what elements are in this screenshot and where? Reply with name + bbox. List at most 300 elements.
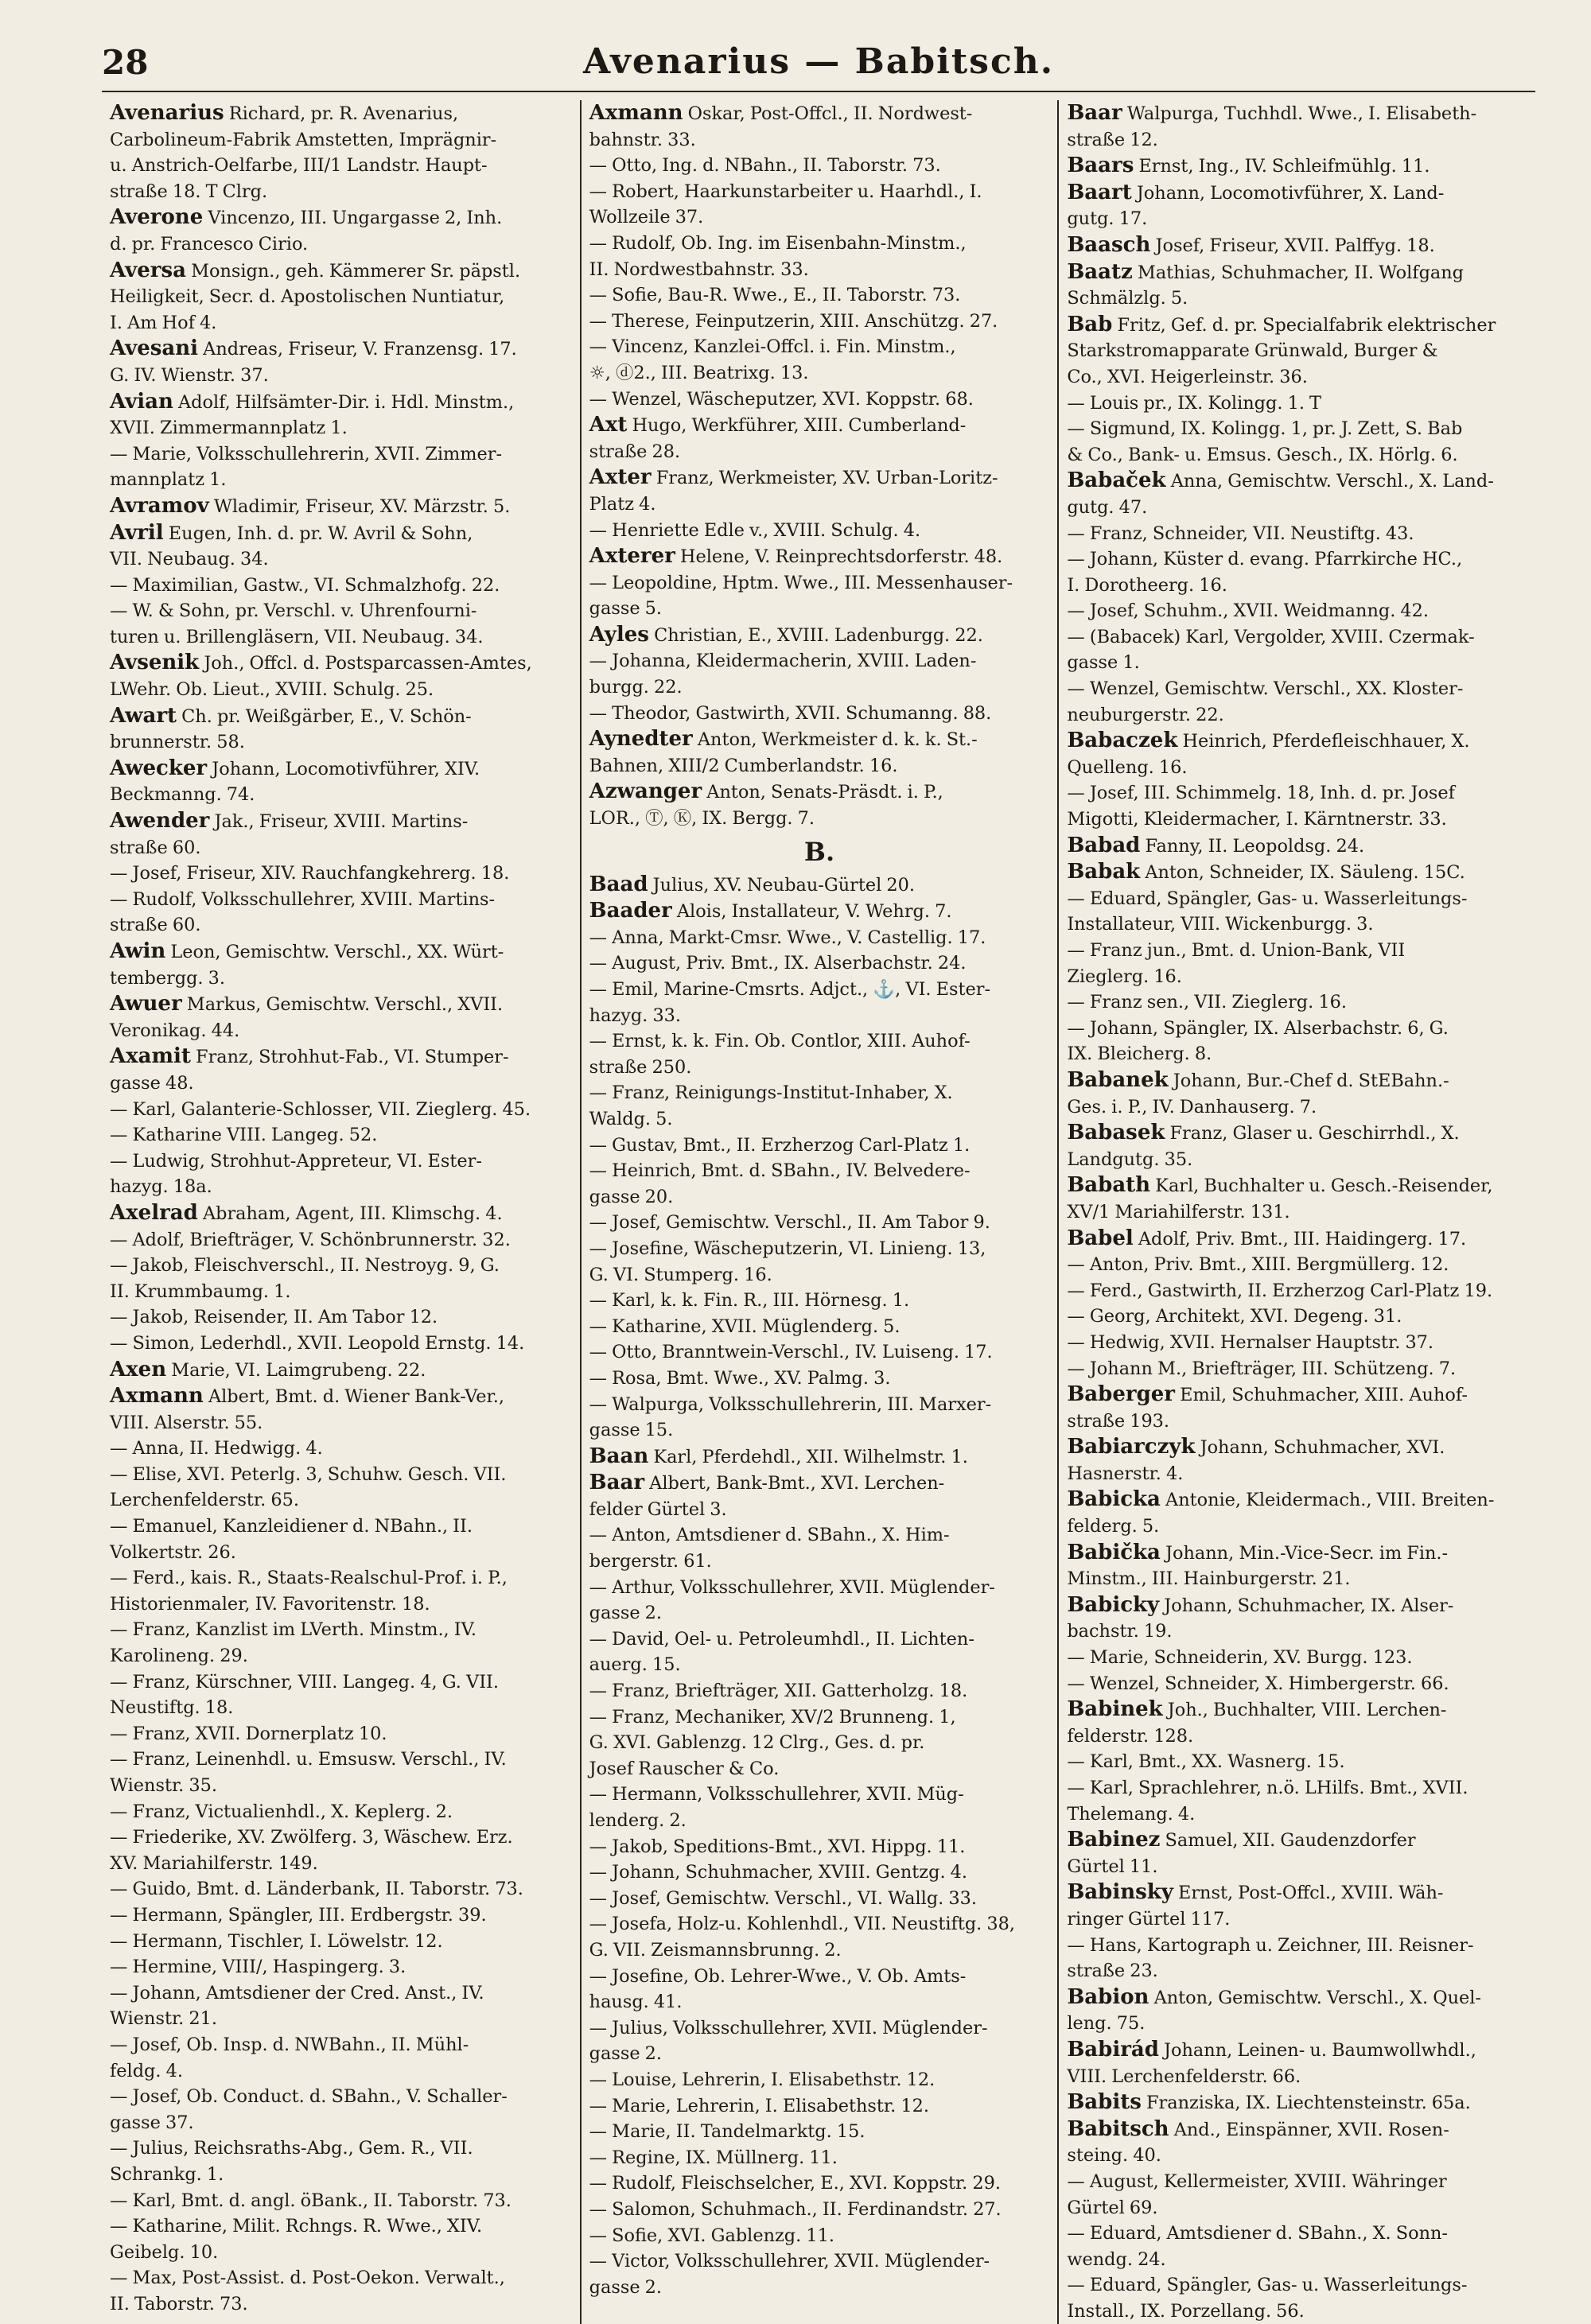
entry-text: Josef, Friseur, XVII. Palffyg. 18. bbox=[1150, 235, 1435, 256]
directory-line bbox=[1067, 1724, 1527, 1750]
entry-text: Johann, Locomotivführer, X. Land- bbox=[1131, 182, 1445, 204]
entry-text: u. Anstrich-Oelfarbe, III/1 Landstr. Haupt- bbox=[110, 155, 488, 177]
entry-text: — Friederike, XV. Zwölferg. 3, Wäschew. Erz. bbox=[110, 1827, 513, 1848]
entry-text: XV. Mariahilferstr. 149. bbox=[110, 1852, 318, 1874]
entry-text: — Karl, Sprachlehrer, n.ö. LHilfs. Bmt., XVII. bbox=[1067, 1778, 1468, 1798]
entry-text: — Josef, Schuhm., XVII. Weidmanng. 42. bbox=[1067, 600, 1430, 622]
entry-text: — Jakob, Fleischverschl., II. Nestroyg. 9, G. bbox=[110, 1255, 500, 1277]
entry-text: — Anton, Amtsdiener d. SBahn., X. Him- bbox=[589, 1525, 950, 1546]
directory-line bbox=[589, 1184, 1050, 1211]
directory-line bbox=[589, 1549, 1050, 1575]
directory-line bbox=[589, 439, 1050, 465]
entry-text: — Heinrich, Bmt. d. SBahn., IV. Belvedere- bbox=[589, 1160, 971, 1182]
entry-text: XVII. Zimmermannplatz 1. bbox=[110, 418, 348, 439]
entry-text: — Emil, Marine-Cmsrts. Adjct., ⚓, VI. Ester- bbox=[589, 979, 991, 1000]
entry-text: — Rudolf, Ob. Ing. im Eisenbahn-Minstm., bbox=[589, 232, 967, 254]
entry-text: — Ferd., kais. R., Staats-Realschul-Prof. i. P., bbox=[110, 1568, 508, 1589]
directory-line bbox=[589, 1288, 1050, 1314]
entry-text: Veronikag. 44. bbox=[110, 1020, 240, 1041]
entry-text: Adolf, Hilfsämter-Dir. i. Hdl. Minstm., bbox=[173, 391, 515, 413]
directory-line bbox=[1067, 1094, 1527, 1121]
directory-line bbox=[1067, 886, 1527, 912]
entry-text: — Marie, Lehrerin, I. Elisabethstr. 12. bbox=[589, 2095, 929, 2116]
entry-text: Heiligkeit, Secr. d. Apostolischen Nuntiatur, bbox=[110, 286, 505, 308]
entry-text: — Robert, Haarkunstarbeiter u. Haarhdl., I. bbox=[589, 181, 982, 202]
surname: Avril bbox=[110, 520, 164, 545]
entry-text: Richard, pr. R. Avenarius, bbox=[224, 103, 459, 124]
directory-line bbox=[110, 624, 572, 651]
entry-text: auerg. 15. bbox=[589, 1654, 681, 1676]
directory-line bbox=[1067, 2169, 1527, 2195]
directory-line bbox=[589, 977, 1050, 1003]
entry-text: Ernst, Post-Offcl., XVIII. Wäh- bbox=[1173, 1883, 1444, 1904]
directory-line bbox=[1067, 728, 1527, 755]
entry-text: — Franz, XVII. Dornerplatz 10. bbox=[110, 1723, 387, 1744]
entry-text: Starkstromapparate Grünwald, Burger & bbox=[1067, 340, 1438, 362]
entry-text: — Johann, Küster d. evang. Pfarrkirche HC., bbox=[1067, 549, 1463, 570]
directory-line bbox=[110, 441, 572, 468]
entry-text: — Rudolf, Fleischselcher, E., XVI. Koppstr. 29. bbox=[589, 2173, 1002, 2194]
directory-line bbox=[589, 1808, 1050, 1834]
directory-line bbox=[110, 546, 572, 573]
entry-text: & Co., Bank- u. Emsus. Gesch., IX. Hörlg. 6. bbox=[1067, 444, 1458, 465]
directory-line bbox=[110, 1174, 572, 1200]
directory-line bbox=[110, 887, 572, 913]
entry-text: Schmälzlg. 5. bbox=[1067, 288, 1188, 309]
directory-line bbox=[110, 1540, 572, 1566]
directory-line bbox=[1067, 1382, 1527, 1409]
entry-text: — David, Oel- u. Petroleumhdl., II. Lichten- bbox=[589, 1628, 974, 1650]
directory-line bbox=[589, 2275, 1050, 2301]
entry-text: brunnerstr. 58. bbox=[110, 732, 245, 753]
entry-text: — Walpurga, Volksschullehrerin, III. Marxer- bbox=[589, 1393, 992, 1415]
directory-line bbox=[589, 950, 1050, 977]
entry-text: straße 12. bbox=[1067, 129, 1158, 150]
directory-line bbox=[589, 492, 1050, 518]
entry-text: Alois, Installateur, V. Wehrg. 7. bbox=[671, 901, 952, 923]
directory-line bbox=[589, 1964, 1050, 1990]
directory-line bbox=[110, 415, 572, 441]
directory-line bbox=[589, 2248, 1050, 2275]
directory-line bbox=[110, 1876, 572, 1902]
column-1 bbox=[102, 100, 580, 2324]
directory-line bbox=[110, 966, 572, 992]
entry-text: Johann, Schuhmacher, XVI. bbox=[1195, 1437, 1445, 1459]
directory-line bbox=[589, 309, 1050, 335]
directory-line bbox=[110, 1747, 572, 1773]
entry-text: Markus, Gemischtw. Verschl., XVII. bbox=[181, 994, 504, 1016]
directory-line bbox=[1067, 2221, 1527, 2247]
entry-text: G. XVI. Gablenzg. 12 Clrg., Ges. d. pr. bbox=[589, 1732, 925, 1754]
directory-line bbox=[1067, 127, 1527, 154]
entry-text: — Johann, Schuhmacher, XVIII. Gentzg. 4. bbox=[589, 1862, 968, 1883]
surname: Babaček bbox=[1067, 468, 1166, 493]
surname: Awender bbox=[110, 809, 210, 834]
entry-text: turen u. Brillengläsern, VII. Neubaug. 34. bbox=[110, 626, 484, 647]
directory-line bbox=[110, 912, 572, 939]
entry-text: Antonie, Kleidermach., VIII. Breiten- bbox=[1160, 1490, 1495, 1511]
entry-text: Albert, Bank-Bmt., XVI. Lerchen- bbox=[644, 1473, 945, 1494]
directory-line bbox=[1067, 780, 1527, 806]
directory-line bbox=[589, 1989, 1050, 2015]
directory-line bbox=[1067, 1278, 1527, 1304]
entry-text: — Max, Post-Assist. d. Post-Oekon. Verwalt., bbox=[110, 2268, 505, 2289]
directory-line bbox=[110, 467, 572, 493]
entry-text: burgg. 22. bbox=[589, 677, 683, 698]
entry-text: Gürtel 11. bbox=[1067, 1856, 1158, 1877]
directory-line bbox=[589, 179, 1050, 205]
directory-line bbox=[110, 2084, 572, 2110]
entry-text: — Hedwig, XVII. Hernalser Hauptstr. 37. bbox=[1067, 1331, 1434, 1353]
entry-text: — Theodor, Gastwirth, XVII. Schumanng. 88. bbox=[589, 702, 992, 724]
directory-line bbox=[1067, 153, 1527, 180]
directory-line bbox=[1067, 1356, 1527, 1382]
entry-text: Vincenzo, III. Ungargasse 2, Inh. bbox=[203, 208, 503, 229]
directory-line bbox=[1067, 2143, 1527, 2169]
surname: Axmann bbox=[589, 101, 683, 125]
entry-text: — Sigmund, IX. Kolingg. 1, pr. J. Zett, S. Bab bbox=[1067, 418, 1463, 440]
directory-line bbox=[110, 1410, 572, 1436]
surname: Babinek bbox=[1067, 1697, 1163, 1722]
surname: Babel bbox=[1067, 1226, 1134, 1250]
directory-line bbox=[589, 127, 1050, 154]
directory-line bbox=[110, 808, 572, 835]
entry-text: — Josef, Gemischtw. Verschl., VI. Wallg. 33. bbox=[589, 1887, 978, 1909]
entry-text: — Josef, III. Schimmelg. 18, Inh. d. pr. Josef bbox=[1067, 783, 1455, 804]
directory-line bbox=[589, 412, 1050, 439]
running-head: Avenarius — Babitsch. bbox=[582, 41, 1055, 82]
directory-line bbox=[1067, 1147, 1527, 1173]
directory-line bbox=[110, 1304, 572, 1331]
directory-line bbox=[589, 622, 1050, 649]
directory-line bbox=[589, 1730, 1050, 1756]
directory-line bbox=[1067, 1671, 1527, 1697]
entry-text: gasse 48. bbox=[110, 1072, 194, 1094]
entry-text: I. Dorotheerg. 16. bbox=[1067, 574, 1227, 596]
directory-line bbox=[589, 1652, 1050, 1678]
directory-line bbox=[110, 1122, 572, 1148]
directory-line bbox=[589, 1626, 1050, 1653]
directory-line bbox=[110, 2058, 572, 2085]
directory-line bbox=[589, 648, 1050, 674]
directory-line bbox=[110, 650, 572, 677]
surname: Axter bbox=[589, 465, 652, 490]
entry-text: — Josef, Ob. Insp. d. NWBahn., II. Mühl- bbox=[110, 2034, 469, 2055]
directory-line bbox=[589, 1236, 1050, 1262]
surname: Babak bbox=[1067, 860, 1141, 884]
directory-line bbox=[110, 2265, 572, 2291]
surname: Babitsch bbox=[1067, 2116, 1169, 2141]
entry-text: — Franz, Kanzlist im LVerth. Minstm., IV. bbox=[110, 1619, 477, 1641]
directory-line bbox=[589, 282, 1050, 309]
directory-line bbox=[110, 2291, 572, 2318]
directory-line bbox=[110, 1695, 572, 1721]
directory-line bbox=[1067, 1958, 1527, 1984]
directory-line bbox=[589, 1678, 1050, 1704]
entry-text: Josef Rauscher & Co. bbox=[589, 1758, 780, 1779]
entry-text: — Hans, Kartograph u. Zeichner, III. Reisner- bbox=[1067, 1934, 1474, 1956]
entry-text: Wladimir, Friseur, XV. Märzstr. 5. bbox=[208, 496, 511, 517]
directory-line bbox=[589, 1133, 1050, 1159]
entry-text: — Marie, II. Tandelmarktg. 15. bbox=[589, 2121, 866, 2143]
entry-text: Historienmaler, IV. Favoritenstr. 18. bbox=[110, 1593, 430, 1615]
entry-text: — Hermann, Tischler, I. Löwelstr. 12. bbox=[110, 1930, 443, 1952]
entry-text: gasse 1. bbox=[1067, 652, 1140, 674]
directory-line bbox=[110, 1227, 572, 1253]
directory-line bbox=[589, 806, 1050, 832]
directory-line bbox=[110, 179, 572, 205]
directory-line bbox=[110, 100, 572, 127]
directory-line bbox=[589, 726, 1050, 753]
directory-line bbox=[1067, 2195, 1527, 2221]
directory-line bbox=[589, 1003, 1050, 1029]
surname: Babasek bbox=[1067, 1121, 1165, 1145]
directory-line bbox=[1067, 1487, 1527, 1514]
directory-line bbox=[110, 2213, 572, 2240]
directory-line bbox=[110, 1721, 572, 1747]
directory-line bbox=[1067, 1461, 1527, 1487]
directory-line bbox=[1067, 624, 1527, 651]
entry-text: XV/1 Mariahilferstr. 131. bbox=[1067, 1201, 1290, 1222]
surname: Babits bbox=[1067, 2090, 1142, 2115]
entry-text: — Katharine VIII. Langeg. 52. bbox=[110, 1125, 378, 1146]
entry-text: — August, Kellermeister, XVIII. Währinger bbox=[1067, 2170, 1447, 2192]
entry-text: Adolf, Priv. Bmt., III. Haidingerg. 17. bbox=[1133, 1228, 1467, 1249]
entry-text: — Hermine, VIII/, Haspingerg. 3. bbox=[110, 1957, 407, 1978]
entry-text: straße 250. bbox=[589, 1056, 692, 1078]
directory-line bbox=[110, 1565, 572, 1591]
surname: Ayles bbox=[589, 622, 649, 647]
directory-line bbox=[110, 939, 572, 966]
directory-line bbox=[110, 258, 572, 285]
entry-text: — Karl, Galanterie-Schlosser, VII. Zieglerg. 45. bbox=[110, 1098, 531, 1120]
surname: Azwanger bbox=[589, 779, 702, 804]
directory-line bbox=[110, 1279, 572, 1305]
directory-line bbox=[1067, 676, 1527, 702]
surname: Babinez bbox=[1067, 1828, 1161, 1852]
surname: Babad bbox=[1067, 833, 1141, 857]
directory-line bbox=[110, 1954, 572, 1980]
entry-text: — Simon, Lederhdl., XVII. Leopold Ernstg. 14. bbox=[110, 1332, 525, 1354]
entry-text: — Jakob, Reisender, II. Am Tabor 12. bbox=[110, 1307, 438, 1328]
directory-line bbox=[110, 389, 572, 416]
directory-line bbox=[110, 2110, 572, 2136]
directory-line bbox=[589, 1392, 1050, 1418]
directory-line bbox=[110, 1253, 572, 1279]
directory-line bbox=[1067, 1801, 1527, 1828]
directory-line bbox=[1067, 1016, 1527, 1042]
entry-text: — Karl, Bmt. d. angl. öBank., II. Taborstr. 73. bbox=[110, 2190, 512, 2211]
directory-line bbox=[589, 2067, 1050, 2093]
directory-line bbox=[1067, 2272, 1527, 2299]
entry-text: Karolineng. 29. bbox=[110, 1646, 248, 1667]
directory-line bbox=[1067, 442, 1527, 468]
directory-line bbox=[110, 2136, 572, 2162]
directory-line bbox=[110, 1980, 572, 2007]
page-number: 28 bbox=[102, 43, 149, 82]
directory-line bbox=[1067, 1409, 1527, 1435]
entry-text: Fanny, II. Leopoldsg. 24. bbox=[1140, 835, 1365, 857]
entry-text: — Maximilian, Gastw., VI. Schmalzhofg. 22. bbox=[110, 574, 500, 596]
directory-line bbox=[1067, 1304, 1527, 1330]
surname: Avian bbox=[110, 389, 173, 414]
entry-text: Thelemang. 4. bbox=[1067, 1803, 1196, 1825]
entry-text: Leon, Gemischtw. Verschl., XX. Würt- bbox=[165, 942, 504, 962]
directory-line bbox=[110, 1799, 572, 1825]
entry-text: — Salomon, Schuhmach., II. Ferdinandstr. 27. bbox=[589, 2198, 1002, 2220]
entry-text: Oskar, Post-Offcl., II. Nordwest- bbox=[683, 103, 973, 124]
entry-text: — Eduard, Spängler, Gas- u. Wasserleitungs- bbox=[1067, 2275, 1468, 2296]
column-3 bbox=[1057, 100, 1535, 2324]
directory-line bbox=[589, 925, 1050, 951]
directory-line bbox=[589, 1158, 1050, 1184]
directory-line bbox=[589, 1575, 1050, 1601]
surname: Awuer bbox=[110, 992, 182, 1016]
entry-text: Neustiftg. 18. bbox=[110, 1697, 234, 1719]
directory-line bbox=[110, 1071, 572, 1097]
entry-text: Ch. pr. Weißgärber, E., V. Schön- bbox=[177, 705, 472, 727]
directory-line bbox=[1067, 259, 1527, 286]
entry-text: gutg. 17. bbox=[1067, 208, 1148, 230]
entry-text: gasse 2. bbox=[589, 1603, 663, 1624]
entry-text: II. Taborstr. 73. bbox=[110, 2293, 248, 2314]
directory-line bbox=[1067, 806, 1527, 833]
directory-line bbox=[589, 1055, 1050, 1081]
directory-line bbox=[1067, 964, 1527, 990]
entry-text: steing. 40. bbox=[1067, 2145, 1161, 2167]
entry-text: Franziska, IX. Liechtensteinstr. 65a. bbox=[1141, 2093, 1471, 2114]
entry-text: hausg. 41. bbox=[589, 1992, 683, 2013]
entry-text: — Leopoldine, Hptm. Wwe., III. Messenhauser- bbox=[589, 572, 1013, 593]
entry-text: II. Nordwestbahnstr. 33. bbox=[589, 258, 809, 280]
entry-text: VIII. Lerchenfelderstr. 66. bbox=[1067, 2066, 1301, 2087]
entry-text: — Johanna, Kleidermacherin, XVIII. Laden- bbox=[589, 651, 977, 672]
directory-line bbox=[589, 518, 1050, 544]
entry-text: — Rudolf, Volksschullehrer, XVIII. Martins- bbox=[110, 888, 496, 910]
entry-text: Installateur, VIII. Wickenburgg. 3. bbox=[1067, 914, 1374, 935]
directory-line bbox=[589, 100, 1050, 127]
entry-text: — Marie, Volksschullehrerin, XVII. Zimmer- bbox=[110, 443, 503, 464]
directory-line bbox=[110, 1669, 572, 1696]
directory-line bbox=[110, 1617, 572, 1643]
directory-line bbox=[1067, 1041, 1527, 1067]
directory-line bbox=[1067, 100, 1527, 127]
directory-line bbox=[1067, 1566, 1527, 1592]
directory-line bbox=[1067, 1984, 1527, 2011]
directory-line bbox=[110, 991, 572, 1018]
entry-text: felderg. 5. bbox=[1067, 1516, 1160, 1537]
entry-text: Abraham, Agent, III. Klimschg. 4. bbox=[197, 1203, 503, 1224]
entry-text: — Ferd., Gastwirth, II. Erzherzog Carl-Platz 19. bbox=[1067, 1280, 1493, 1301]
directory-line bbox=[110, 1773, 572, 1799]
directory-line bbox=[1067, 546, 1527, 573]
entry-text: — Anna, II. Hedwigg. 4. bbox=[110, 1438, 323, 1459]
directory-line bbox=[589, 1834, 1050, 1860]
entry-text: Beckmanng. 74. bbox=[110, 784, 255, 806]
entry-text: Karl, Buchhalter u. Gesch.-Reisender, bbox=[1150, 1176, 1493, 1197]
directory-line bbox=[589, 1886, 1050, 1912]
entry-text: — Franz, Schneider, VII. Neustiftg. 43. bbox=[1067, 523, 1414, 544]
entry-text: Franz, Strohhut-Fab., VI. Stumper- bbox=[190, 1047, 509, 1068]
directory-line bbox=[110, 1487, 572, 1514]
entry-text: Emil, Schuhmacher, XIII. Auhof- bbox=[1175, 1385, 1468, 1406]
entry-text: — Franz, Victualienhdl., X. Keplerg. 2. bbox=[110, 1801, 453, 1822]
directory-line bbox=[589, 1366, 1050, 1392]
entry-text: — Katharine, Milit. Rchngs. R. Wwe., XIV. bbox=[110, 2216, 483, 2237]
entry-text: Bahnen, XIII/2 Cumberlandstr. 16. bbox=[589, 755, 898, 776]
entry-text: lenderg. 2. bbox=[589, 1810, 687, 1831]
entry-text: VIII. Alserstr. 55. bbox=[110, 1412, 263, 1433]
surname: Babaczek bbox=[1067, 729, 1178, 753]
entry-text: bergerstr. 61. bbox=[589, 1551, 712, 1572]
directory-line bbox=[589, 872, 1050, 899]
entry-text: — Johann, Spängler, IX. Alserbachstr. 6, G. bbox=[1067, 1017, 1449, 1039]
entry-text: — Eduard, Amtsdiener d. SBahn., X. Sonn- bbox=[1067, 2223, 1448, 2244]
entry-text: — Karl, Bmt., XX. Wasnerg. 15. bbox=[1067, 1751, 1345, 1773]
entry-text: Walpurga, Tuchhdl. Wwe., I. Elisabeth- bbox=[1122, 103, 1477, 124]
entry-text: G. VII. Zeismannsbrunng. 2. bbox=[589, 1939, 842, 1961]
surname: Babička bbox=[1067, 1540, 1161, 1564]
directory-line bbox=[589, 1756, 1050, 1782]
entry-text: Franz, Werkmeister, XV. Urban-Loritz- bbox=[651, 468, 998, 489]
directory-line bbox=[110, 729, 572, 756]
surname: Averone bbox=[110, 205, 204, 230]
surname: Baader bbox=[589, 899, 672, 923]
surname: Baars bbox=[1067, 154, 1134, 178]
entry-text: — Louis pr., IX. Kolingg. 1. T bbox=[1067, 392, 1321, 414]
entry-text: straße 23. bbox=[1067, 1961, 1158, 1982]
column-2 bbox=[580, 100, 1058, 2324]
entry-text: Geibelg. 10. bbox=[110, 2241, 219, 2263]
directory-line bbox=[589, 464, 1050, 492]
directory-line bbox=[110, 1462, 572, 1488]
entry-text: Zieglerg. 16. bbox=[1067, 966, 1182, 987]
directory-line bbox=[589, 1470, 1050, 1497]
directory-line bbox=[1067, 416, 1527, 442]
entry-text: Samuel, XII. Gaudenzdorfer bbox=[1160, 1830, 1416, 1852]
directory-line bbox=[589, 543, 1050, 570]
directory-line bbox=[589, 1106, 1050, 1133]
entry-text: feldg. 4. bbox=[110, 2060, 183, 2081]
directory-line bbox=[1067, 1434, 1527, 1461]
directory-line bbox=[1067, 2011, 1527, 2037]
entry-text: Albert, Bmt. d. Wiener Bank-Ver., bbox=[203, 1386, 504, 1408]
entry-text: gasse 2. bbox=[589, 2276, 663, 2298]
directory-line bbox=[110, 573, 572, 599]
directory-line bbox=[589, 1028, 1050, 1055]
directory-line bbox=[110, 1018, 572, 1044]
directory-line bbox=[110, 231, 572, 258]
entry-text: — Hermann, Volksschullehrer, XVII. Müg- bbox=[589, 1784, 964, 1805]
directory-line bbox=[110, 1436, 572, 1462]
entry-text: gasse 5. bbox=[589, 598, 663, 620]
directory-line bbox=[110, 284, 572, 310]
directory-line bbox=[589, 360, 1050, 387]
directory-line bbox=[1067, 755, 1527, 781]
directory-line bbox=[1067, 938, 1527, 964]
directory-line bbox=[1067, 1933, 1527, 1959]
directory-line bbox=[589, 231, 1050, 257]
entry-text: felderstr. 128. bbox=[1067, 1725, 1194, 1747]
directory-line bbox=[1067, 1619, 1527, 1645]
directory-line bbox=[1067, 468, 1527, 495]
entry-text: — Wenzel, Gemischtw. Verschl., XX. Kloster- bbox=[1067, 678, 1464, 700]
entry-text: — Josef, Friseur, XIV. Rauchfangkehrerg. 18. bbox=[110, 863, 510, 884]
entry-text: Landgutg. 35. bbox=[1067, 1148, 1193, 1170]
entry-text: ☼, ⓓ2., III. Beatrixg. 13. bbox=[589, 362, 809, 383]
entry-text: Franz, Glaser u. Geschirrhdl., X. bbox=[1165, 1123, 1460, 1145]
entry-text: — Ernst, k. k. Fin. Ob. Contlor, XIII. Auhof- bbox=[589, 1031, 971, 1052]
